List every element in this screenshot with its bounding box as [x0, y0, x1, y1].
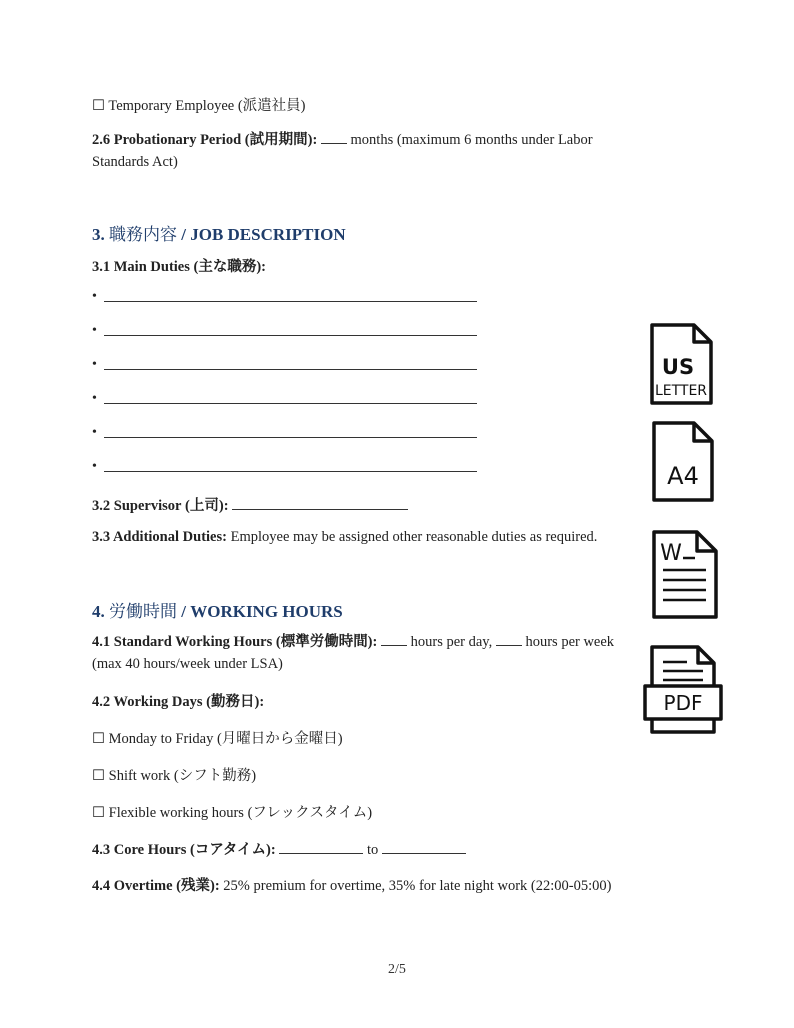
- bullet: •: [92, 459, 97, 474]
- additional-duties-text: Employee may be assigned other reasonable duties as required.: [230, 529, 598, 545]
- working-days-label: [92, 690, 264, 711]
- additional-duties-label: 3.3 Additional Duties:: [92, 529, 227, 545]
- probation-text-line2: Standards Act): [92, 154, 178, 170]
- main-duties-label: [92, 255, 266, 276]
- option-label: Flexible working hours: [108, 805, 244, 821]
- blank-line[interactable]: [104, 369, 477, 370]
- a4-file-icon[interactable]: [650, 420, 716, 509]
- supervisor-label: 3.2 Supervisor: [92, 498, 182, 514]
- duty-line-5[interactable]: [92, 425, 482, 445]
- supervisor-field[interactable]: [232, 497, 408, 510]
- icon-text-us: US: [661, 355, 695, 379]
- section-4-heading: [92, 597, 343, 622]
- bullet: •: [92, 323, 97, 338]
- bullet: •: [92, 357, 97, 372]
- overtime-label: 4.4 Overtime: [92, 878, 173, 894]
- working-days-title: 4.2 Working Days: [92, 694, 203, 710]
- hours-per-week-field[interactable]: [496, 633, 522, 646]
- icon-text-a4: A4: [667, 462, 699, 490]
- core-hours-label-jp: (コアタイム):: [190, 842, 276, 858]
- core-hours-label: 4.3 Core Hours: [92, 842, 187, 858]
- probation-label-jp: (試用期間):: [244, 132, 318, 148]
- main-duties-title: 3.1 Main Duties: [92, 259, 190, 275]
- duty-line-2[interactable]: [92, 323, 482, 343]
- checkbox-icon[interactable]: ☐: [92, 768, 105, 784]
- working-days-option-shift[interactable]: [92, 764, 256, 785]
- blank-line[interactable]: [104, 471, 477, 472]
- temporary-employee-option[interactable]: [92, 94, 306, 115]
- supervisor-label-jp: (上司):: [185, 498, 229, 514]
- option-label-jp: (フレックスタイム): [247, 805, 373, 821]
- page-number: 2/5: [388, 962, 406, 977]
- section-3-heading: [92, 220, 346, 245]
- probation-label: 2.6 Probationary Period: [92, 132, 242, 148]
- duty-line-6[interactable]: [92, 459, 482, 479]
- option-label: Shift work: [108, 768, 171, 784]
- word-document-icon[interactable]: [651, 530, 719, 625]
- core-to-text: to: [366, 842, 379, 858]
- pdf-file-icon[interactable]: [643, 644, 725, 741]
- us-letter-file-icon[interactable]: [648, 322, 714, 411]
- heading-number: 4.: [92, 602, 105, 621]
- supervisor-row: [92, 494, 408, 515]
- checkbox-icon[interactable]: ☐: [92, 98, 105, 114]
- duty-line-4[interactable]: [92, 391, 482, 411]
- standard-working-hours: [92, 631, 692, 675]
- overtime-row: [92, 874, 611, 895]
- heading-en: / WORKING HOURS: [181, 602, 343, 621]
- option-label: Temporary Employee: [108, 98, 235, 114]
- blank-line[interactable]: [104, 437, 477, 438]
- standard-hours-label: 4.1 Standard Working Hours: [92, 634, 273, 650]
- bullet: •: [92, 425, 97, 440]
- option-label-jp: (月曜日から金曜日): [216, 731, 343, 747]
- main-duties-title-jp: (主な職務):: [193, 259, 266, 275]
- probation-months-field[interactable]: [321, 131, 347, 144]
- additional-duties: [92, 529, 597, 546]
- hours-per-week-text: hours per week: [525, 634, 615, 650]
- probation-period: [92, 129, 692, 173]
- blank-line[interactable]: [104, 403, 477, 404]
- heading-jp: 労働時間: [109, 602, 177, 621]
- core-start-field[interactable]: [279, 841, 363, 854]
- option-label-jp: (派遣社員): [237, 98, 306, 114]
- probation-text: months (maximum 6 months under Labor: [350, 132, 593, 148]
- checkbox-icon[interactable]: ☐: [92, 805, 105, 821]
- working-days-option-weekdays[interactable]: [92, 727, 343, 748]
- blank-line[interactable]: [104, 301, 477, 302]
- icon-text-pdf: PDF: [663, 691, 703, 715]
- option-label: Monday to Friday: [108, 731, 214, 747]
- hours-per-day-field[interactable]: [381, 633, 407, 646]
- bullet: •: [92, 289, 97, 304]
- heading-number: 3.: [92, 225, 105, 244]
- icon-text-w: W: [660, 541, 682, 566]
- duty-line-3[interactable]: [92, 357, 482, 377]
- core-end-field[interactable]: [382, 841, 466, 854]
- standard-hours-note: (max 40 hours/week under LSA): [92, 656, 283, 672]
- core-hours-row: [92, 838, 466, 859]
- working-days-title-jp: (勤務日):: [206, 694, 265, 710]
- checkbox-icon[interactable]: ☐: [92, 731, 105, 747]
- bullet: •: [92, 391, 97, 406]
- working-days-option-flex[interactable]: [92, 801, 372, 822]
- overtime-label-jp: (残業):: [176, 878, 220, 894]
- blank-line[interactable]: [104, 335, 477, 336]
- duty-line-1[interactable]: [92, 289, 482, 309]
- overtime-text: 25% premium for overtime, 35% for late night work (22:00-05:00): [223, 878, 612, 894]
- heading-en: / JOB DESCRIPTION: [181, 225, 346, 244]
- option-label-jp: (シフト勤務): [173, 768, 257, 784]
- icon-text-letter: LETTER: [654, 383, 708, 399]
- heading-jp: 職務内容: [109, 225, 177, 244]
- standard-hours-label-jp: (標準労働時間):: [275, 634, 378, 650]
- hours-per-day-text: hours per day,: [410, 634, 493, 650]
